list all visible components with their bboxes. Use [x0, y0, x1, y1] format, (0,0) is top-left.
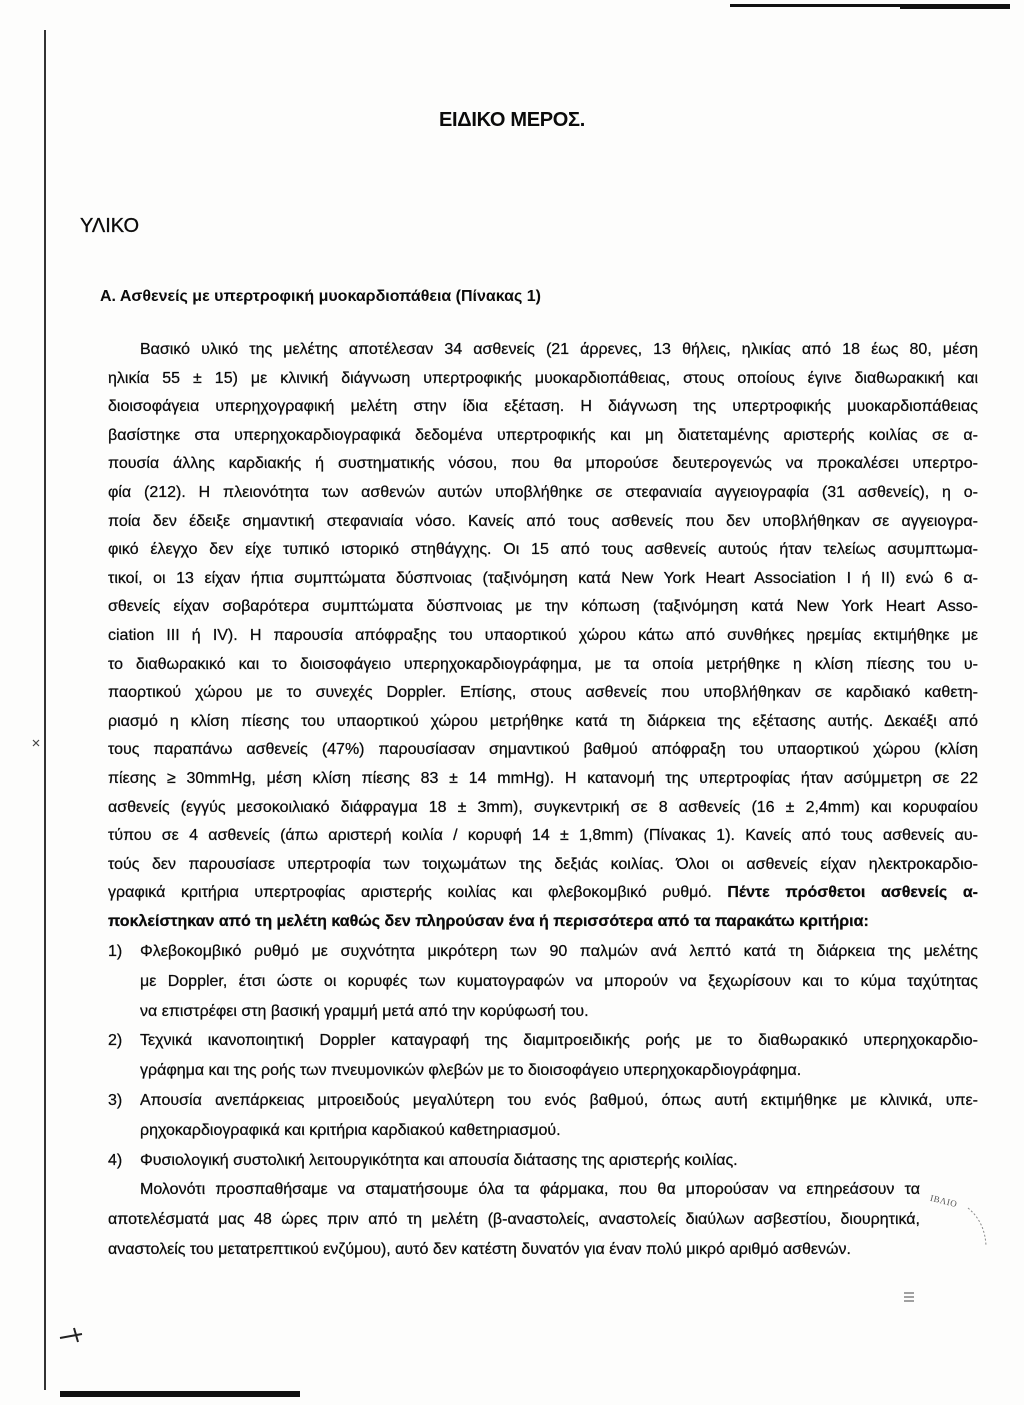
criteria-number: 3)	[108, 1091, 123, 1109]
criteria-item	[108, 1086, 978, 1146]
subsection-heading: Α. Ασθενείς με υπερτροφική μυοκαρδιοπάθεια (Πίνακας 1)	[100, 288, 541, 305]
main-paragraph	[108, 336, 978, 936]
paragraph-line: ciation III ή IV). Η παρουσία απόφραξης του υπαορτικού χώρου κάτω από συνθήκες ηρεμίας εκτιμήθηκε με	[108, 626, 978, 644]
page-title: ΕΙΔΙΚΟ ΜΕΡΟΣ.	[438, 109, 586, 131]
paragraph-line: τύπου σε 4 ασθενείς (άπω αριστερή κοιλία / κορυφή 14 ± 1,8mm) (Πίνακας 1). Κανείς από τους ασθενείς αυ-	[108, 827, 978, 845]
criteria-line: Απουσία ανεπάρκειας μιτροειδούς μεγαλύτερη του ενός βαθμού, όπως αυτή εκτιμήθηκε με κλινικά, υπε-	[140, 1091, 978, 1109]
criteria-line: Φλεβοκομβικό ρυθμό με συχνότητα μικρότερη των 90 παλμών ανά λεπτό κατά τη διάρκεια της μελέτης	[140, 943, 978, 960]
paragraph-line: αποτελέσματά μας 48 ώρες πριν από τη μελέτη (β-αναστολείς, αναστολείς διαύλων ασβεστίου, διουρητικά,	[108, 1210, 920, 1228]
scan-mark-end	[904, 1293, 914, 1301]
paragraph-line: τους παραπάνω ασθενείς (47%) παρουσίασαν σημαντικού βαθμού απόφραξη του υπαορτικού χώρου (κλίση	[108, 741, 978, 759]
paragraph-line: Βασικό υλικό της μελέτης αποτέλεσαν 34 ασθενείς (21 άρρενες, 13 θήλεις, ηλικίας από 18 έως 80, μέση	[140, 341, 978, 358]
criteria-line: Τεχνικά ικανοποιητική Doppler καταγραφή της διαμιτροειδικής ροής με το διαθωρακικό υπερηχοκαρδιο-	[140, 1032, 978, 1050]
closing-paragraph	[108, 1175, 920, 1264]
paragraph-line: ηλικία 55 ± 15) με κλινική διάγνωση υπερτροφικής μυοκαρδιοπάθειας, στους οποίους έγινε διαθωρακική και	[108, 369, 978, 387]
section-heading: ΥΛΙΚΟ	[80, 215, 140, 237]
criteria-line: γράφημα και της ροής των πνευμονικών φλεβών με το διοισοφάγειο υπερηχοκαρδιογράφημα.	[140, 1062, 802, 1080]
paragraph-line: πουσία άλλης καρδιακής ή συστηματικής νόσου, που θα μπορούσε δευτερογενώς να προκαλέσει υπερτρο-	[108, 455, 978, 473]
criteria-item	[108, 1026, 978, 1086]
paragraph-line: παορτικού χώρου με το συνεχές Doppler. Επίσης, στους ασθενείς που υποβλήθηκαν σε καρδιακό καθετη-	[108, 684, 978, 702]
paragraph-line: Μολονότι προσπαθήσαμε να σταματήσουμε όλα τα φάρμακα, που θα μπορούσαν να επηρεάσουν τα	[140, 1181, 920, 1198]
criteria-line: ρηχοκαρδιογραφικά και κριτήρια καρδιακού καθετηριασμού.	[140, 1121, 561, 1139]
paragraph-line: ποία δεν έδειξε σημαντική στεφανιαία νόσο. Κανείς από τους ασθενείς που δεν υποβλήθηκαν σε αγγειογρα-	[108, 512, 978, 530]
paragraph-line: διοισοφάγεια υπερηχογραφική μελέτη στην ίδια εξέταση. Η διάγνωση της υπερτροφικής μυοκαρδιοπάθειας	[108, 398, 978, 416]
paragraph-line: αναστολείς του μετατρεπτικού ενζύμου), αυτό δεν κατέστη δυνατόν για έναν πολύ μικρό αριθμό ασθενών.	[108, 1240, 851, 1258]
scan-edge-line-top-thick	[900, 4, 1010, 9]
criteria-item	[108, 937, 978, 1026]
paragraph-line: φικό έλεγχο δεν είχε τυπικό ιστορικό στηθάγχης. Οι 15 από τους ασθενείς αυτούς ήταν τελείως ασυμπτωμα-	[108, 541, 978, 559]
criteria-number: 2)	[108, 1032, 123, 1050]
criteria-number: 4)	[108, 1151, 123, 1169]
criteria-line: Φυσιολογική συστολική λειτουργικότητα και απουσία διάτασης της αριστερής κοιλίας.	[140, 1151, 738, 1169]
criteria-line: με Doppler, έτσι ώστε οι κορυφές των κυματογραφών να μπορούν να ξεχωρίσουν και το κύμα ταχύτητας	[140, 972, 978, 990]
paragraph-line: φία (212). Η πλειονότητα των ασθενών αυτών υποβλήθηκε σε στεφανιαία αγγειογραφία (31 ασθενείς), η ο-	[108, 483, 978, 501]
criteria-item	[108, 1146, 978, 1176]
paragraph-line: σθενείς είχαν σοβαρότερα συμπτώματα δύσπνοιας με την κόπωση (ταξινόμηση κατά New York Heart Asso-	[108, 598, 978, 616]
stamp-arc	[968, 1208, 986, 1246]
paragraph-line: πίεσης ≥ 30mmHg, μέση κλίση πίεσης 83 ± 14 mmHg). Η κατανομή της υπερτροφίας ήταν ασύμμετρη σε 22	[108, 769, 978, 787]
criteria-number: 1)	[108, 943, 123, 960]
paragraph-line: βασίστηκε στα υπερηχοκαρδιογραφικά δεδομένα υπερτροφικής και μη διατεταμένης αριστερής κοιλίας σε α-	[108, 426, 978, 444]
paragraph-text: γραφικά κριτήρια υπερτροφίας αριστερής κοιλίας και φλεβοκομβικό ρυθμό.	[108, 884, 728, 902]
paragraph-line: το διαθωρακικό και το διοισοφάγειο υπερηχοκαρδιογράφημα, με τα οποία μετρήθηκε η κλίση πίεσης του υ-	[108, 655, 978, 673]
criteria-line: να επιστρέφει στη βασική γραμμή μετά από την κορύφωσή του.	[140, 1002, 589, 1020]
scan-mark-arrow	[60, 1328, 82, 1342]
paragraph-bold-text: Πέντε πρόσθετοι ασθενείς α-	[727, 884, 978, 902]
scan-mark-small	[33, 740, 39, 746]
paragraph-line-bold: ποκλείστηκαν από τη μελέτη καθώς δεν πληρούσαν ένα ή περισσότερα από τα παρακάτω κριτήρια:	[108, 912, 869, 930]
paragraph-line: τούς δεν παρουσίασε υπερτροφία των τοιχωμάτων της δεξιάς κοιλίας. Όλοι οι ασθενείς είχαν ηλεκτροκαρδιο-	[108, 855, 978, 873]
criteria-list	[108, 937, 978, 1175]
paragraph-line: τικοί, οι 13 είχαν ήπια συμπτώματα δύσπνοιας (ταξινόμηση κατά New York Heart Association I ή II) ενώ 6 α-	[108, 569, 978, 587]
paragraph-line-mixed	[108, 879, 978, 908]
scan-edge-line-left	[44, 30, 46, 1390]
scan-edge-line-bottom	[60, 1391, 300, 1397]
library-stamp: ΙΒΛΙΟ	[929, 1192, 959, 1210]
paragraph-line: ριασμό η κλίση πίεσης του υπαορτικού χώρου μετρήθηκε κατά τη διάρκεια της εξέτασης αυτής. Δεκαέξι από	[108, 712, 978, 730]
paragraph-line: ασθενείς (εγγύς μεσοκοιλιακό διάφραγμα 18 ± 3mm), συγκεντρική σε 8 ασθενείς (16 ± 2,4mm) και κορυφαίου	[108, 798, 978, 816]
